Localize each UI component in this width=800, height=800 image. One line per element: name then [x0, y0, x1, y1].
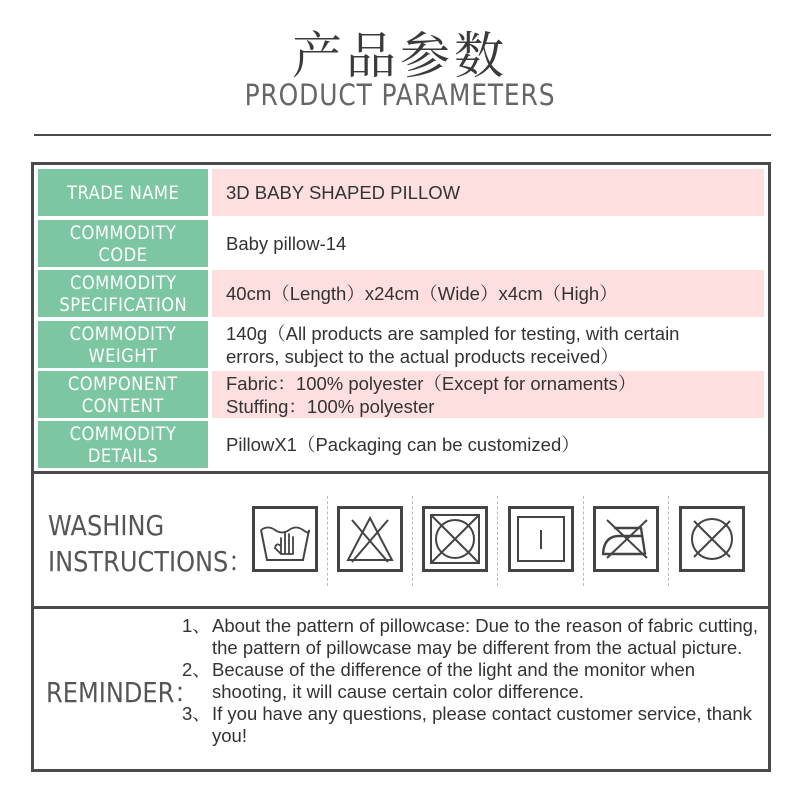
dashed-separator: [327, 496, 328, 586]
reminder-number: 1、: [182, 615, 211, 636]
param-row-specification: [38, 270, 764, 317]
dashed-separator: [583, 496, 584, 586]
page-title-chinese: 产品参数: [292, 27, 508, 85]
page-title-english: PRODUCT PARAMETERS: [244, 78, 556, 112]
dashed-separator: [412, 496, 413, 586]
param-value: 140g（All products are sampled for testing, with certain errors, subject to the actual products received）: [212, 321, 764, 368]
param-label: COMPONENT CONTENT: [38, 371, 208, 418]
param-value: Baby pillow-14: [212, 220, 764, 267]
param-label: COMMODITY DETAILS: [38, 421, 208, 468]
dashed-separator: [668, 496, 669, 586]
page-header: [0, 0, 800, 140]
param-value: PillowX1（Packaging can be customized）: [212, 421, 764, 468]
header-divider: [34, 134, 771, 136]
param-value: 40cm（Length）x24cm（Wide）x4cm（High）: [212, 270, 764, 317]
param-row-weight: [38, 321, 764, 368]
do-not-dry-clean-icon: [679, 506, 745, 572]
dashed-separator: [497, 496, 498, 586]
param-label: COMMODITY CODE: [38, 220, 208, 267]
do-not-iron-icon: [593, 506, 659, 572]
param-label: COMMODITY WEIGHT: [38, 321, 208, 368]
param-value: Fabric：100% polyester（Except for ornaments） Stuffing：100% polyester: [212, 371, 764, 418]
param-row-commodity-code: [38, 220, 764, 267]
param-row-component: [38, 371, 764, 418]
reminder-label: REMINDER：: [46, 676, 199, 709]
washing-instructions-section: [34, 474, 768, 606]
reminder-item: [182, 615, 767, 659]
param-label: TRADE NAME: [38, 169, 208, 216]
reminder-text: Because of the difference of the light and the monitor when shooting, it will cause certain color difference.: [212, 659, 696, 702]
reminder-list: [182, 615, 767, 747]
line-dry-icon: [508, 506, 574, 572]
reminder-number: 3、: [182, 703, 211, 724]
do-not-tumble-dry-icon: [422, 506, 488, 572]
parameters-table: [38, 169, 764, 471]
param-row-details: [38, 421, 764, 468]
washing-instructions-label: WASHING INSTRUCTIONS：: [48, 509, 253, 578]
param-label: COMMODITY SPECIFICATION: [38, 270, 208, 317]
do-not-bleach-icon: [337, 506, 403, 572]
param-value: 3D BABY SHAPED PILLOW: [212, 169, 764, 216]
hand-wash-icon: [252, 506, 318, 572]
param-row-trade-name: [38, 169, 764, 216]
parameters-frame: [31, 162, 771, 772]
reminder-item: [182, 703, 767, 747]
reminder-number: 2、: [182, 659, 211, 680]
reminder-text: About the pattern of pillowcase: Due to the reason of fabric cutting, the pattern of pillowcase may be different from the actual picture.: [212, 615, 759, 658]
reminder-text: If you have any questions, please contact customer service, thank you!: [212, 703, 752, 746]
reminder-section: [34, 609, 768, 769]
reminder-item: [182, 659, 767, 703]
